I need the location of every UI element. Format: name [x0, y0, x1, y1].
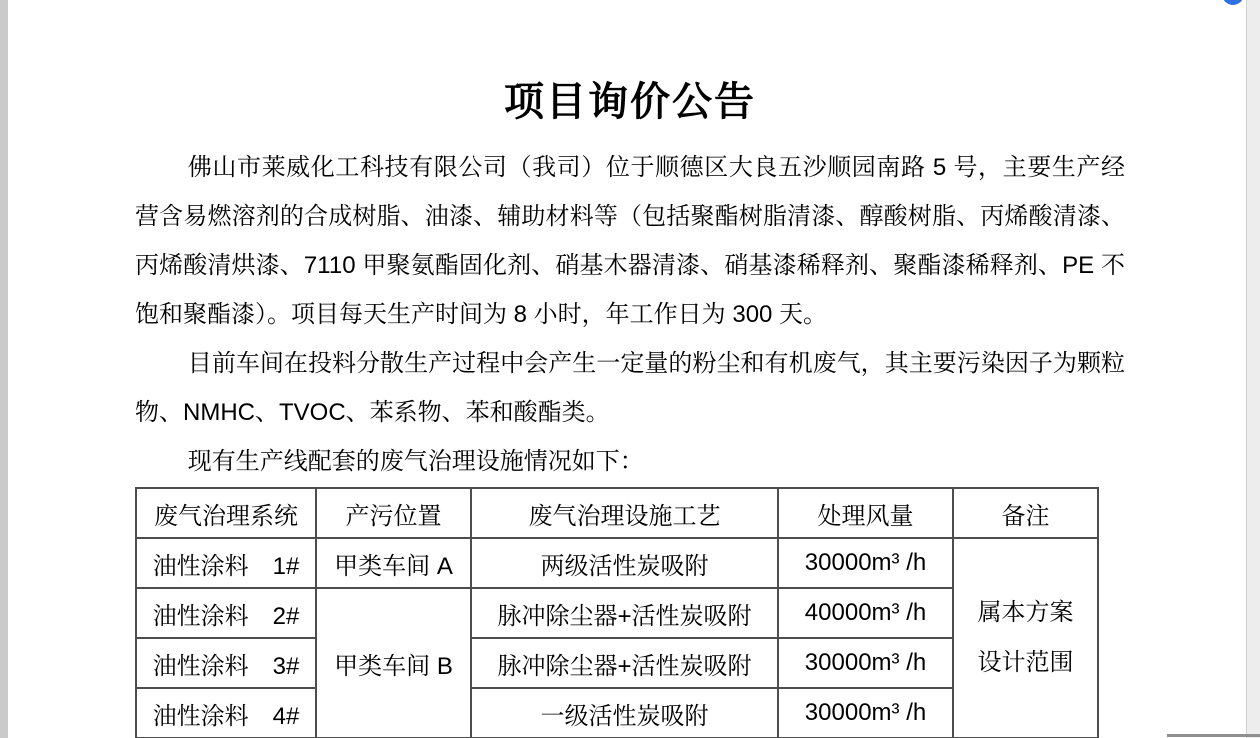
page-title: 项目询价公告 [504, 80, 756, 124]
cell-location: 甲类车间 A [316, 538, 471, 588]
cell-system: 油性涂料 1# [136, 538, 316, 588]
header-system: 废气治理系统 [136, 488, 316, 538]
remark-line-1: 属本方案 [977, 599, 1074, 626]
remark-cell [953, 538, 1098, 738]
header-location: 产污位置 [316, 488, 471, 538]
cell-airflow: 30000m³ /h [778, 688, 953, 738]
header-remark: 备注 [953, 488, 1098, 538]
cell-airflow: 30000m³ /h [778, 538, 953, 588]
left-page-edge [0, 0, 8, 738]
waste-gas-treatment-table [135, 487, 1099, 738]
cell-airflow: 40000m³ /h [778, 588, 953, 638]
cell-process: 两级活性炭吸附 [471, 538, 778, 588]
page-bottom-edge [1167, 734, 1260, 737]
header-process: 废气治理设施工艺 [471, 488, 778, 538]
paragraph-pollutants: 目前车间在投料分散生产过程中会产生一定量的粉尘和有机废气，其主要污染因子为颗粒物、NMHC、TVOC、苯系物、苯和酸酯类。 [135, 350, 1125, 426]
floating-assistant-button[interactable] [1222, 0, 1244, 5]
body-text [135, 143, 1125, 486]
document-content [135, 0, 1125, 486]
remark-line-2: 设计范围 [977, 649, 1074, 676]
cell-process: 脉冲除尘器+活性炭吸附 [471, 588, 778, 638]
cell-process: 脉冲除尘器+活性炭吸附 [471, 638, 778, 688]
cell-location-merged: 甲类车间 B [316, 588, 471, 738]
header-airflow: 处理风量 [778, 488, 953, 538]
cell-airflow: 30000m³ /h [778, 638, 953, 688]
paragraph-company-intro: 佛山市莱威化工科技有限公司（我司）位于顺德区大良五沙顺园南路 5 号，主要生产经营含易燃溶剂的合成树脂、油漆、辅助材料等（包括聚酯树脂清漆、醇酸树脂、丙烯酸清漆、丙烯酸清烘漆、7110 甲聚氨酯固化剂、硝基木器清漆、硝基漆稀释剂、聚酯漆稀释剂、PE 不饱和聚酯漆）。项目每天生产时间为 8 小时，年工作日为 300 天。 [135, 154, 1125, 328]
table-row [136, 538, 1098, 588]
table-header-row [136, 488, 1098, 538]
paragraph-table-lead: 现有生产线配套的废气治理设施情况如下： [187, 448, 644, 475]
scrollbar-track[interactable] [1246, 0, 1260, 738]
cell-system: 油性涂料 3# [136, 638, 316, 688]
cell-system: 油性涂料 2# [136, 588, 316, 638]
cell-process: 一级活性炭吸附 [471, 688, 778, 738]
cell-system: 油性涂料 4# [136, 688, 316, 738]
